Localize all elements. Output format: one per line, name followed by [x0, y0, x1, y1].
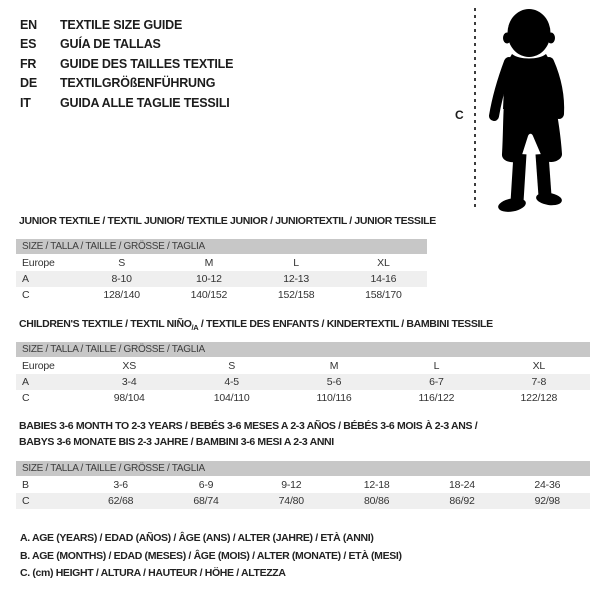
children-size-table [16, 342, 590, 406]
cell: L [293, 257, 299, 269]
cell: XS [122, 360, 136, 372]
language-title: TEXTILGRÖßENFÜHRUNG [60, 76, 216, 91]
language-title: GUIDA ALLE TAGLIE TESSILI [60, 95, 230, 110]
row-label: A [22, 273, 29, 285]
height-measure-dotted-line [474, 8, 476, 210]
babies-title-line2: BABYS 3-6 MONATE BIS 2-3 JAHRE / BAMBINI 3-6 MESI A 2-3 ANNI [19, 435, 334, 448]
cell: 104/110 [213, 392, 250, 404]
language-code: ES [20, 37, 37, 52]
cell: 62/68 [108, 495, 134, 507]
measure-legend [20, 530, 402, 583]
table-row [16, 374, 590, 390]
cell: XL [532, 360, 546, 372]
babies-size-table [16, 461, 590, 509]
cell: 92/98 [534, 495, 560, 507]
cell: 80/86 [364, 495, 390, 507]
legend-line-a: A. AGE (YEARS) / EDAD (AÑOS) / ÂGE (ANS) / ALTER (JAHRE) / ETÀ (ANNI) [20, 532, 374, 544]
row-label: A [22, 376, 29, 388]
babies-title-line1: BABIES 3-6 MONTH TO 2-3 YEARS / BEBÉS 3-6 MESES A 2-3 AÑOS / BÉBÉS 3-6 MOIS À 2-3 ANS / [19, 420, 478, 432]
language-code: DE [20, 76, 37, 91]
cell: 158/170 [365, 289, 402, 301]
title-text: / TEXTILE DES ENFANTS / KINDERTEXTIL / BAMBINI TESSILE [198, 318, 493, 330]
language-row [20, 15, 233, 35]
cell: 110/116 [316, 392, 352, 404]
language-row [20, 54, 233, 74]
language-row [20, 93, 233, 113]
height-measure-label: C [455, 108, 464, 122]
cell: 5-6 [326, 376, 342, 388]
size-header-bar: SIZE / TALLA / TAILLE / GRÖSSE / TAGLIA [16, 239, 427, 254]
cell: 6-9 [198, 479, 214, 491]
table-row [16, 477, 590, 493]
cell: 86/92 [449, 495, 475, 507]
junior-size-table [16, 239, 427, 303]
language-code: IT [20, 95, 31, 110]
table-row [16, 390, 590, 406]
size-header-bar: SIZE / TALLA / TAILLE / GRÖSSE / TAGLIA [16, 461, 590, 476]
row-label: C [22, 392, 30, 404]
cell: 3-6 [113, 479, 128, 491]
cell: S [118, 257, 126, 269]
table-row [16, 358, 590, 374]
title-text: CHILDREN'S TEXTILE / TEXTIL NIÑO [19, 318, 192, 330]
cell: 12-13 [283, 273, 310, 285]
table-row [16, 287, 427, 303]
cell: 122/128 [520, 392, 558, 404]
cell: 14-16 [370, 273, 397, 285]
language-title-list [20, 15, 233, 113]
language-row [20, 74, 233, 94]
cell: 18-24 [449, 479, 475, 491]
row-label: C [22, 289, 30, 301]
language-row [20, 35, 233, 55]
language-code: FR [20, 56, 37, 71]
table-row [16, 271, 427, 287]
language-title: GUÍA DE TALLAS [60, 37, 161, 52]
cell: 152/158 [277, 289, 315, 301]
junior-table-title: JUNIOR TEXTILE / TEXTIL JUNIOR/ TEXTILE JUNIOR / JUNIORTEXTIL / JUNIOR TESSILE [19, 215, 436, 227]
row-label: Europe [22, 257, 55, 269]
cell: 128/140 [103, 289, 140, 301]
cell: 8-10 [111, 273, 132, 285]
cell: L [433, 360, 440, 372]
legend-line-b: B. AGE (MONTHS) / EDAD (MESES) / ÂGE (MOIS) / ALTER (MONATE) / ETÀ (MESI) [20, 549, 402, 562]
language-title: GUIDE DES TAILLES TEXTILE [60, 56, 234, 71]
title-subscript: /A [191, 323, 199, 333]
cell: S [228, 360, 236, 372]
cell: 7-8 [531, 376, 547, 388]
table-row [16, 493, 590, 509]
legend-line-c: C. (cm) HEIGHT / ALTURA / HAUTEUR / HÖHE / ALTEZZA [20, 567, 286, 580]
row-label: C [22, 495, 30, 507]
cell: XL [377, 257, 390, 269]
cell: 140/152 [190, 289, 228, 301]
cell: 3-4 [121, 376, 137, 388]
babies-table-title [19, 419, 477, 450]
cell: 10-12 [195, 273, 222, 285]
cell: 24-36 [534, 479, 561, 491]
row-label: B [22, 479, 29, 491]
cell: 6-7 [429, 376, 444, 388]
cell: 12-18 [363, 479, 390, 491]
cell: 4-5 [224, 376, 239, 388]
cell: 116/122 [418, 392, 455, 404]
language-code: EN [20, 17, 37, 32]
baby-silhouette-icon [487, 6, 573, 214]
cell: 68/74 [193, 495, 219, 507]
cell: M [329, 360, 339, 372]
size-header-bar: SIZE / TALLA / TAILLE / GRÖSSE / TAGLIA [16, 342, 590, 357]
language-title: TEXTILE SIZE GUIDE [60, 17, 183, 32]
cell: M [204, 257, 214, 269]
row-label: Europe [22, 360, 55, 372]
cell: 9-12 [281, 479, 302, 491]
cell: 98/104 [113, 392, 145, 404]
table-row [16, 255, 427, 271]
children-table-title [19, 318, 493, 332]
cell: 74/80 [278, 495, 304, 507]
